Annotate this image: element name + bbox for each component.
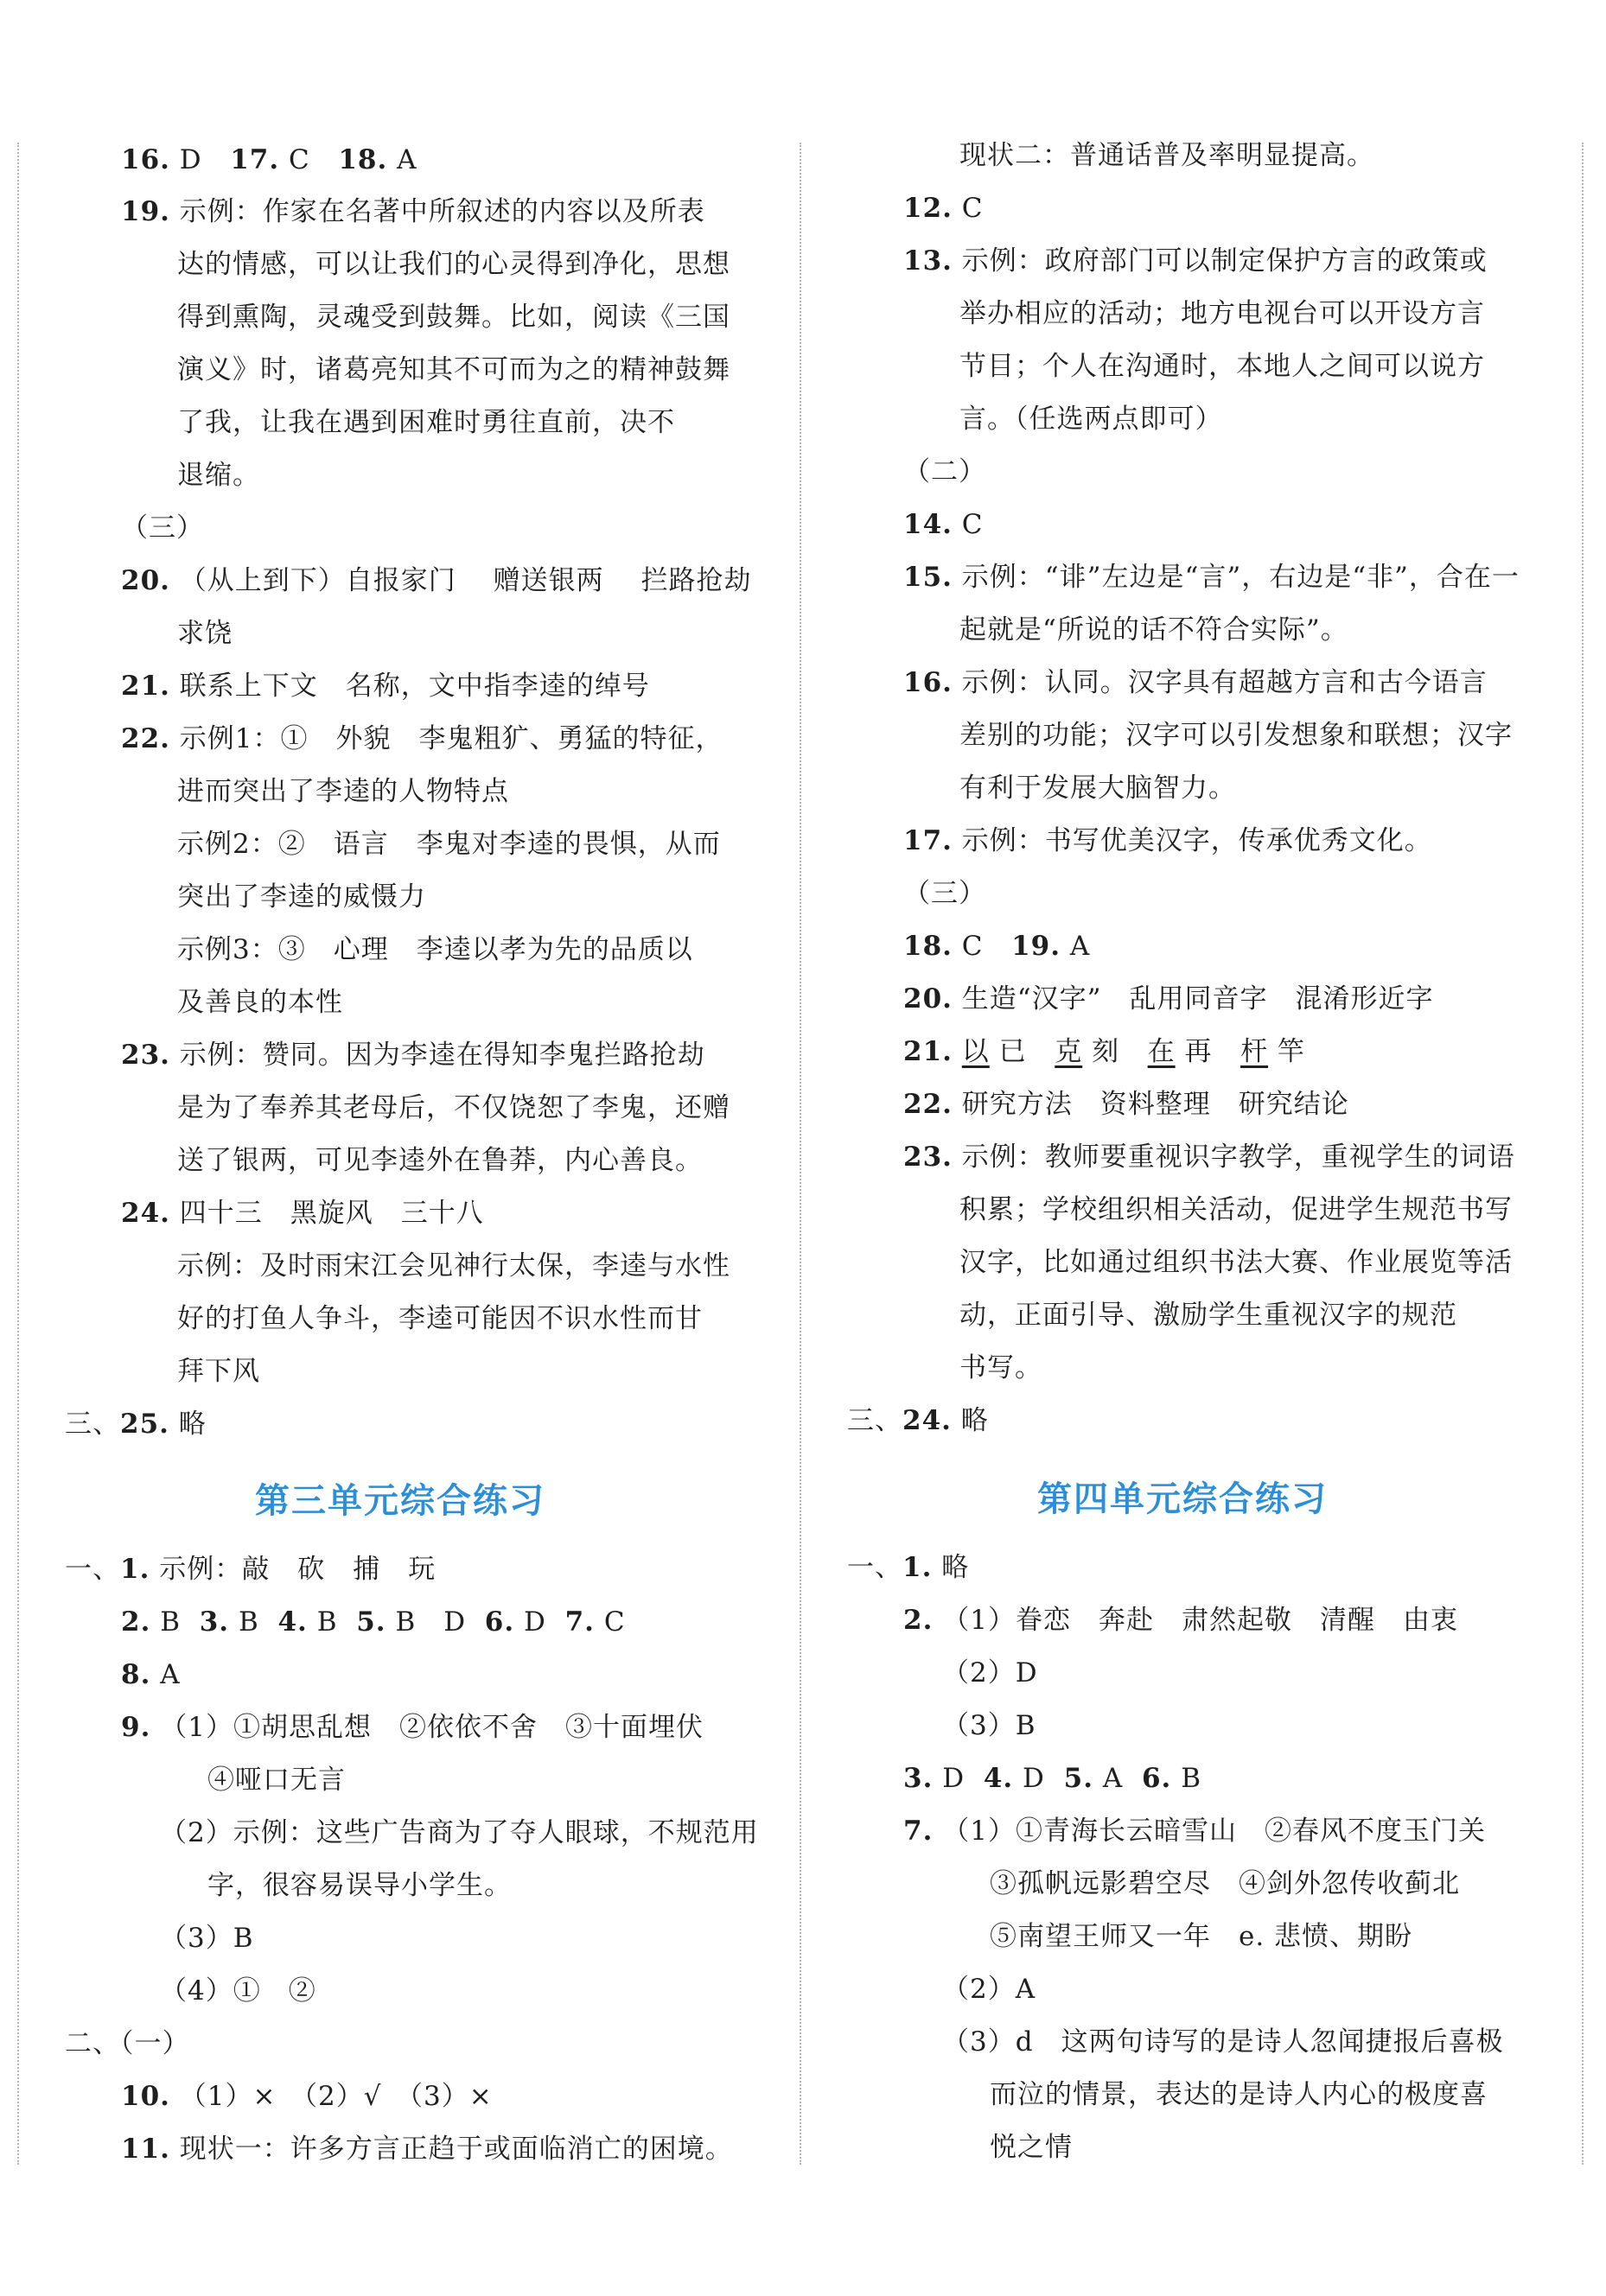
q24-text-line: 四十三 黑旋风 三十八 [179,1198,484,1229]
r-q15-text-line: 示例：“诽”左边是“言”，右边是“非”，合在一 [961,562,1520,593]
u4-q5-answer: A [1102,1763,1124,1794]
u3-q10-text: （1）× （2）√ （3）× [179,2081,493,2112]
u4-q7-text-line: （3）d 这两句诗写的是诗人忽闻捷报后喜极 [942,2026,1504,2057]
q23-text-line: 示例：赞同。因为李逵在得知李鬼拦路抢劫 [179,1040,705,1071]
r-q23-number: 23. [903,1142,953,1173]
q22 [121,713,723,766]
r-q15 [903,551,1520,604]
u3-q4-answer: B [316,1606,338,1638]
r-q14-text: C [961,509,984,540]
u4-q4-number: 4. [983,1763,1014,1794]
u3-q1-number: 1. [120,1554,150,1585]
u4-q7-text-line: 悦之情 [990,2132,1073,2163]
u3-q11 [121,2123,733,2176]
r-q16-text-line: 差别的功能；汉字可以引发想象和联想；汉字 [959,720,1513,751]
u3-q10-number: 10. [121,2081,170,2112]
r-q20-text: 生造“汉字” 乱用同音字 混淆形近字 [961,983,1434,1014]
q24-text-line: 好的打鱼人争斗，李逵可能因不识水性而甘 [177,1303,703,1334]
u4-q7-text-line: 而泣的情景，表达的是诗人内心的极度喜 [990,2079,1488,2110]
u3-q2-answer: B [160,1606,182,1638]
q22-text-line: 进而突出了李逵的人物特点 [177,776,509,807]
part-prefix: 三、 [847,1405,902,1436]
q20 [121,555,752,607]
unit3-title: 第三单元综合练习 [255,1481,545,1521]
unit4-title: 第四单元综合练习 [1037,1479,1328,1519]
r-q13-text-line: 言。（任选两点即可） [959,404,1223,435]
r-q13-text-line: 举办相应的活动；地方电视台可以开设方言 [959,298,1485,329]
u4-q1 [847,1542,969,1594]
u3-q9-text-line: （2）示例：这些广告商为了夺人眼球，不规范用 [160,1817,759,1848]
column-divider [800,143,801,2165]
part-prefix: 一、 [847,1552,902,1583]
r-q12-number: 12. [903,193,953,224]
u3-q3-number: 3. [199,1606,230,1638]
r-q20 [903,973,1434,1026]
q25-number: 25. [120,1409,169,1440]
u3-q2-7 [121,1596,626,1649]
r-q17 [903,815,1432,868]
r-q22-number: 22. [903,1089,953,1120]
u4-q2-number: 2. [903,1605,934,1636]
r-q23 [903,1131,1515,1184]
r-q17-text: 示例：书写优美汉字，传承优秀文化。 [961,825,1432,856]
char: 已 [998,1036,1027,1067]
u3-q4-number: 4. [277,1606,308,1638]
u4-q7-text-line: ③孤帆远影碧空尽 ④剑外忽传收蓟北 [990,1868,1460,1899]
u3-q11-number: 11. [121,2134,170,2165]
u3-q7-number: 7. [564,1606,595,1638]
r-q24 [847,1395,989,1447]
q19-text-line: 演义》时，诸葛亮知其不可而为之的精神鼓舞 [177,354,730,385]
right-margin-rule [1582,143,1584,2165]
r-q23-text-line: 示例：教师要重视识字教学，重视学生的词语 [961,1142,1515,1173]
section-heading-2: （二） [903,456,986,487]
q22-text-line: 突出了李逵的威慑力 [177,881,426,913]
section-heading-3: （三） [121,512,204,544]
u4-q6-number: 6. [1141,1763,1172,1794]
u4-q4-answer: D [1023,1763,1045,1794]
u3-q9-text-line: ④哑口无言 [207,1765,346,1796]
q23 [121,1029,705,1082]
r-q18-19 [903,920,1090,973]
answer-line-16-18 [121,134,417,187]
char: 竿 [1277,1036,1305,1067]
r-q17-number: 17. [903,825,953,856]
u3-q1-text: 示例：敲 砍 捕 玩 [159,1554,437,1585]
r-q14 [903,499,984,551]
r-q19-answer: A [1069,931,1091,962]
u3-q11-text: 现状一：许多方言正趋于或面临消亡的困境。 [179,2134,733,2165]
u3-q8 [121,1649,181,1701]
q20-text-line: （从上到下）自报家门 赠送银两 拦路抢劫 [179,565,752,596]
q22-text-line: 示例1：① 外貌 李鬼粗犷、勇猛的特征， [179,723,723,754]
r-q16 [903,657,1488,709]
u3-q8-text: A [160,1659,181,1690]
r-q23-text-line: 动，正面引导、激励学生重视汉字的规范 [959,1300,1457,1331]
underlined-char: 杆 [1240,1036,1269,1067]
q25 [65,1398,207,1451]
u4-q2 [903,1594,1458,1647]
u3-q7-answer: C [603,1606,626,1638]
q21-number: 21. [121,671,170,702]
q24-number: 24. [121,1198,170,1229]
q24-text-line: 示例：及时雨宋江会见神行太保，李逵与水性 [177,1250,730,1282]
q25-text: 略 [178,1409,207,1440]
q17-number: 17. [230,144,280,175]
u4-q7-number: 7. [903,1816,934,1847]
r-q19-number: 19. [1011,931,1061,962]
q22-text-line: 及善良的本性 [177,987,343,1018]
u3-q9-text-line: （1）①胡思乱想 ②依依不舍 ③十面埋伏 [160,1712,704,1743]
u4-q3-answer: D [942,1763,966,1794]
q19-text-line: 示例：作家在名著中所叙述的内容以及所表 [179,196,705,227]
q18-answer: A [397,144,417,175]
r-q13-text-line: 示例：政府部门可以制定保护方言的政策或 [961,245,1488,277]
q16-answer: D [179,144,202,175]
r-q16-text-line: 示例：认同。汉字具有超越方言和古今语言 [961,667,1488,698]
r-q24-number: 24. [902,1405,952,1436]
u3-q5-answer: B D [395,1606,467,1638]
u3-q6-number: 6. [484,1606,515,1638]
r-q13 [903,235,1488,288]
u4-q2-text-line: （3）B [942,1710,1036,1741]
r-q14-number: 14. [903,509,953,540]
u4-q6-answer: B [1181,1763,1201,1794]
r-q23-text-line: 汉字，比如通过组织书法大赛、作业展览等活 [959,1247,1513,1278]
underlined-char: 克 [1055,1036,1083,1067]
u3-q9-text-line: 字，很容易误导小学生。 [207,1870,512,1901]
u3-q9-number: 9. [121,1712,151,1743]
u4-q7-text-line: ⑤南望王师又一年 e. 悲愤、期盼 [990,1921,1413,1952]
u3-q9-text-line: （3）B [160,1923,254,1954]
u4-q5-number: 5. [1063,1763,1093,1794]
r-q21 [903,1026,1305,1078]
r-q23-text-line: 书写。 [959,1352,1042,1383]
u4-q1-text: 略 [941,1552,970,1583]
r-q13-number: 13. [903,245,953,277]
q24 [121,1187,484,1240]
u3-q9-text-line: （4）① ② [160,1975,316,2007]
underlined-char: 在 [1147,1036,1176,1067]
r-q16-number: 16. [903,667,953,698]
q19-number: 19. [121,196,170,227]
r-q22-text: 研究方法 资料整理 研究结论 [961,1089,1349,1120]
part-prefix: 三、 [65,1409,120,1440]
q23-text-line: 送了银两，可见李逵外在鲁莽，内心善良。 [177,1145,703,1176]
q23-number: 23. [121,1040,170,1071]
r-q15-text-line: 起就是“所说的话不符合实际”。 [959,614,1348,646]
u3-q6-answer: D [524,1606,546,1638]
q20-number: 20. [121,565,170,596]
r-q24-text: 略 [960,1405,989,1436]
r-q12-text: C [961,193,984,224]
u3-q5-number: 5. [356,1606,386,1638]
q17-answer: C [289,144,310,175]
u4-q2-text-line: （1）眷恋 奔赴 肃然起敬 清醒 由衷 [942,1605,1458,1636]
underlined-char: 以 [961,1036,990,1067]
r-q16-text-line: 有利于发展大脑智力。 [959,773,1236,804]
u4-q3-number: 3. [903,1763,934,1794]
u4-q2-text-line: （2）D [942,1657,1038,1689]
r-q20-number: 20. [903,983,953,1014]
u4-q1-number: 1. [902,1552,933,1583]
u4-q7 [903,1805,1486,1858]
q22-text-line: 示例2：② 语言 李鬼对李逵的畏惧，从而 [177,829,721,860]
left-margin-rule [17,143,19,2165]
q16-number: 16. [121,144,170,175]
r-q18-answer: C [961,931,984,962]
part-two-heading: 二、（一） [65,2028,190,2059]
q22-number: 22. [121,723,170,754]
u3-q2-number: 2. [121,1606,151,1638]
r-q13-text-line: 节目；个人在沟通时，本地人之间可以说方 [959,351,1485,382]
q23-text-line: 是为了奉养其老母后，不仅饶恕了李鬼，还赠 [177,1092,730,1123]
q21-text: 联系上下文 名称，文中指李逵的绰号 [179,671,650,702]
char: 刻 [1092,1036,1120,1067]
q19-text-line: 了我，让我在遇到困难时勇往直前，决不 [177,407,675,438]
r-q12 [903,182,984,235]
section-heading-3: （三） [903,878,986,909]
u3-q3-answer: B [238,1606,259,1638]
q18-number: 18. [338,144,388,175]
part-prefix: 一、 [65,1554,120,1585]
r-q18-number: 18. [903,931,953,962]
u4-q7-text-line: （1）①青海长云暗雪山 ②春风不度玉门关 [942,1816,1486,1847]
q22-text-line: 示例3：③ 心理 李逵以孝为先的品质以 [177,934,693,965]
r11-continuation: 现状二：普通话普及率明显提高。 [959,140,1374,171]
q19-text-line: 达的情感，可以让我们的心灵得到净化，思想 [177,249,730,280]
q24-text-line: 拜下风 [177,1356,260,1387]
r-q21-number: 21. [903,1036,953,1067]
q19-text-line: 得到熏陶，灵魂受到鼓舞。比如，阅读《三国 [177,302,730,333]
r-q23-text-line: 积累；学校组织相关活动，促进学生规范书写 [959,1194,1513,1225]
u3-q10 [121,2070,493,2123]
u3-q8-number: 8. [121,1659,151,1690]
u3-q9 [121,1701,704,1754]
q19 [121,186,705,239]
q20-text-line: 求饶 [177,618,233,649]
r-q22 [903,1078,1349,1131]
q21 [121,660,650,713]
u3-q1 [65,1543,436,1596]
u4-q3-6 [903,1752,1201,1805]
u4-q7-text-line: （2）A [942,1974,1036,2005]
char: 再 [1184,1036,1213,1067]
q19-text-line: 退缩。 [177,460,260,491]
r-q15-number: 15. [903,562,953,593]
